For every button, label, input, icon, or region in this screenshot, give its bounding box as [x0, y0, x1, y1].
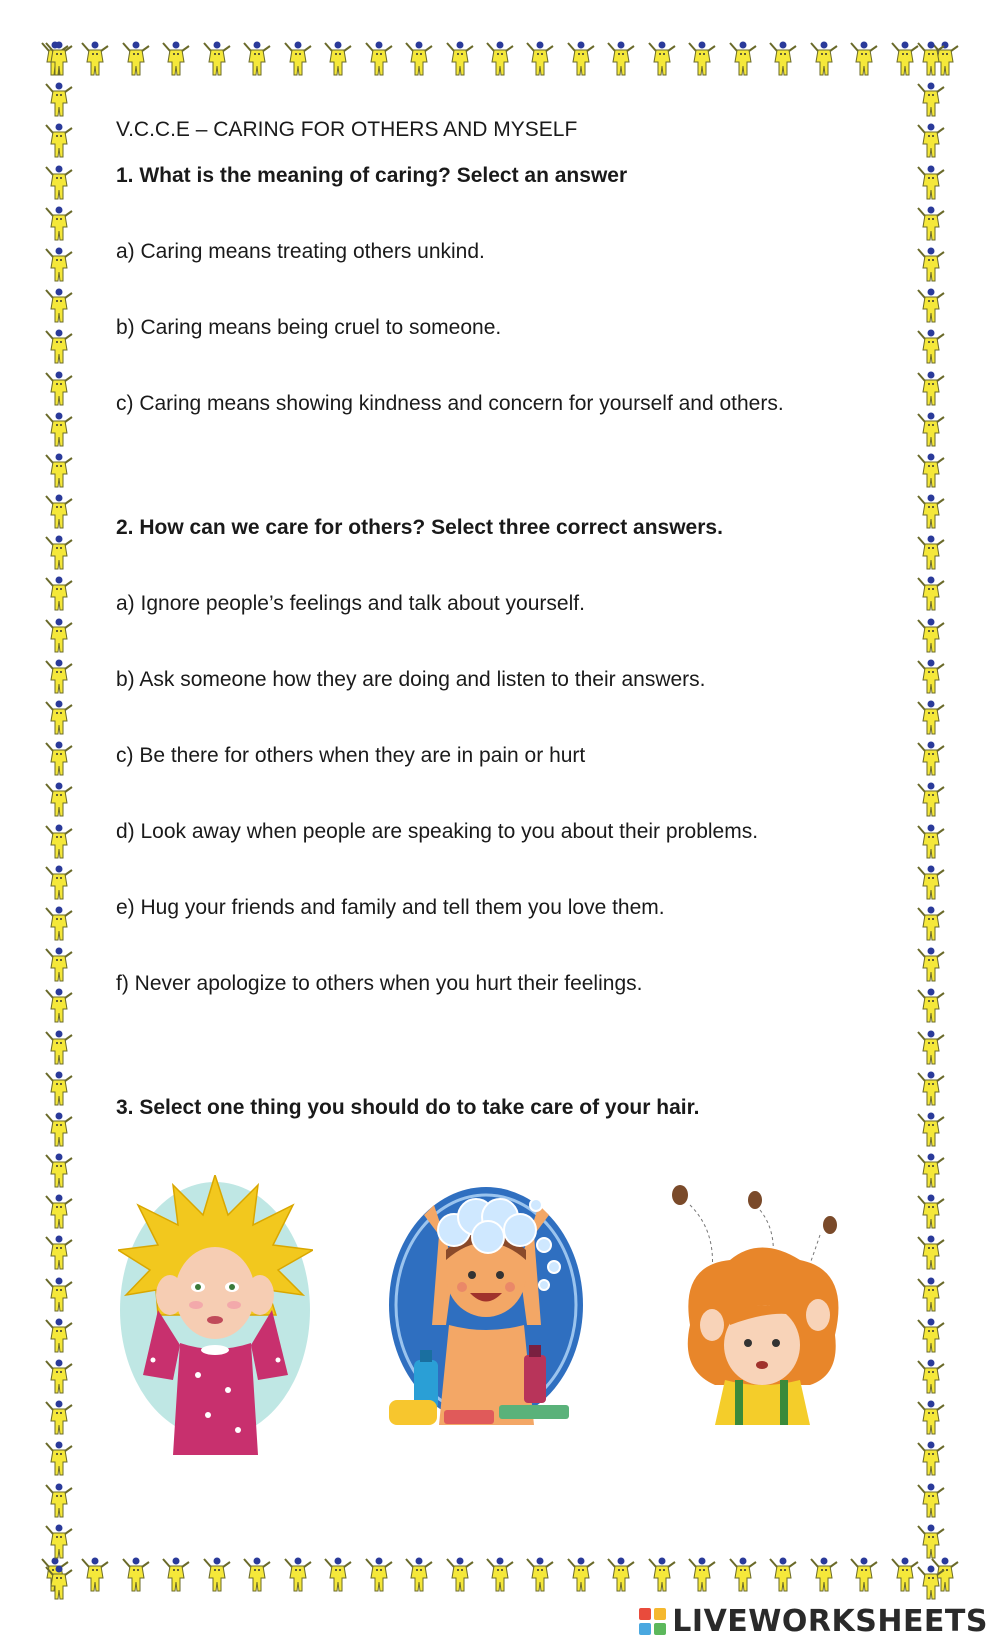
border-figure-icon — [916, 164, 946, 200]
border-figure-icon — [728, 40, 758, 76]
question-1: 1. What is the meaning of caring? Select an answer — [116, 164, 628, 187]
messy-hair-girl-image[interactable] — [118, 1175, 313, 1460]
border-figure-icon — [849, 1556, 879, 1592]
border-figure-icon — [916, 1564, 946, 1600]
border-figure-icon — [242, 40, 272, 76]
border-figure-icon — [44, 1070, 74, 1106]
border-figure-icon — [44, 205, 74, 241]
border-figure-icon — [916, 740, 946, 776]
border-figure-icon — [404, 1556, 434, 1592]
border-figure-icon — [44, 1029, 74, 1065]
border-figure-icon — [44, 122, 74, 158]
border-figure-icon — [44, 1152, 74, 1188]
border-figure-icon — [916, 823, 946, 859]
border-figure-icon — [768, 1556, 798, 1592]
border-figure-icon — [525, 1556, 555, 1592]
border-figure-icon — [323, 40, 353, 76]
question-3: 3. Select one thing you should do to take care of your hair. — [116, 1096, 700, 1119]
border-figure-icon — [364, 40, 394, 76]
border-figure-icon — [44, 699, 74, 735]
q2-option-d[interactable]: d) Look away when people are speaking to you about their problems. — [116, 820, 759, 843]
border-figure-icon — [916, 1523, 946, 1559]
border-figure-icon — [44, 411, 74, 447]
head-lice-girl-image[interactable] — [660, 1175, 860, 1430]
border-figure-icon — [44, 81, 74, 117]
worksheet-title: V.C.C.E – CARING FOR OTHERS AND MYSELF — [116, 118, 578, 141]
border-figure-icon — [916, 328, 946, 364]
border-figure-icon — [916, 1111, 946, 1147]
border-figure-icon — [916, 946, 946, 982]
border-figure-icon — [44, 575, 74, 611]
border-figure-icon — [809, 40, 839, 76]
border-figure-icon — [647, 40, 677, 76]
border-figure-icon — [768, 40, 798, 76]
border-figure-icon — [916, 370, 946, 406]
border-figure-icon — [566, 1556, 596, 1592]
border-figure-icon — [916, 1358, 946, 1394]
border-figure-icon — [202, 40, 232, 76]
border-figure-icon — [44, 493, 74, 529]
border-figure-icon — [916, 781, 946, 817]
border-figure-icon — [916, 1152, 946, 1188]
border-figure-icon — [44, 905, 74, 941]
border-figure-icon — [44, 452, 74, 488]
border-figure-icon — [283, 1556, 313, 1592]
border-figure-icon — [44, 534, 74, 570]
border-figure-icon — [44, 246, 74, 282]
border-figure-icon — [916, 534, 946, 570]
border-figure-icon — [916, 1193, 946, 1229]
border-figure-icon — [445, 40, 475, 76]
border-figure-icon — [525, 40, 555, 76]
border-figure-icon — [161, 1556, 191, 1592]
border-figure-icon — [121, 40, 151, 76]
border-figure-icon — [44, 164, 74, 200]
border-figure-icon — [44, 617, 74, 653]
border-figure-icon — [916, 864, 946, 900]
q2-option-a[interactable]: a) Ignore people’s feelings and talk about yourself. — [116, 592, 585, 615]
border-figure-icon — [242, 1556, 272, 1592]
border-figure-icon — [916, 246, 946, 282]
border-figure-icon — [44, 946, 74, 982]
border-figure-icon — [916, 1234, 946, 1270]
border-figure-icon — [916, 987, 946, 1023]
border-figure-icon — [809, 1556, 839, 1592]
border-figure-icon — [916, 1029, 946, 1065]
border-figure-icon — [728, 1556, 758, 1592]
border-figure-icon — [44, 1234, 74, 1270]
border-figure-icon — [44, 1440, 74, 1476]
border-figure-icon — [121, 1556, 151, 1592]
border-figure-icon — [647, 1556, 677, 1592]
border-figure-icon — [916, 1070, 946, 1106]
question-2: 2. How can we care for others? Select three correct answers. — [116, 516, 723, 539]
decorative-border-top — [40, 40, 960, 84]
border-figure-icon — [44, 40, 74, 76]
border-figure-icon — [44, 781, 74, 817]
border-figure-icon — [916, 617, 946, 653]
border-figure-icon — [44, 1399, 74, 1435]
border-figure-icon — [44, 823, 74, 859]
border-figure-icon — [44, 1482, 74, 1518]
border-figure-icon — [44, 1276, 74, 1312]
border-figure-icon — [606, 1556, 636, 1592]
border-figure-icon — [44, 370, 74, 406]
border-figure-icon — [916, 452, 946, 488]
border-figure-icon — [916, 1399, 946, 1435]
q1-option-c[interactable]: c) Caring means showing kindness and concern for yourself and others. — [116, 392, 784, 415]
border-figure-icon — [606, 40, 636, 76]
border-figure-icon — [404, 40, 434, 76]
border-figure-icon — [44, 328, 74, 364]
border-figure-icon — [916, 205, 946, 241]
border-figure-icon — [566, 40, 596, 76]
q2-option-f[interactable]: f) Never apologize to others when you hurt their feelings. — [116, 972, 643, 995]
border-figure-icon — [44, 1111, 74, 1147]
brand-name: LIVEWORKSHEETS — [672, 1604, 988, 1639]
border-figure-icon — [44, 1523, 74, 1559]
border-figure-icon — [916, 287, 946, 323]
border-figure-icon — [916, 1276, 946, 1312]
border-figure-icon — [916, 493, 946, 529]
decorative-border-left — [44, 40, 88, 1600]
border-figure-icon — [916, 122, 946, 158]
border-figure-icon — [44, 287, 74, 323]
liveworksheets-logo[interactable] — [639, 1604, 988, 1639]
border-figure-icon — [44, 658, 74, 694]
border-figure-icon — [161, 40, 191, 76]
border-figure-icon — [44, 864, 74, 900]
q2-option-b[interactable]: b) Ask someone how they are doing and listen to their answers. — [116, 668, 706, 691]
border-figure-icon — [44, 987, 74, 1023]
border-figure-icon — [44, 1193, 74, 1229]
boy-washing-hair-image[interactable] — [384, 1175, 594, 1450]
border-figure-icon — [364, 1556, 394, 1592]
border-figure-icon — [44, 1317, 74, 1353]
border-figure-icon — [916, 1440, 946, 1476]
border-figure-icon — [202, 1556, 232, 1592]
border-figure-icon — [485, 40, 515, 76]
border-figure-icon — [687, 1556, 717, 1592]
border-figure-icon — [323, 1556, 353, 1592]
liveworksheets-logo-icon — [639, 1608, 666, 1635]
border-figure-icon — [916, 1482, 946, 1518]
border-figure-icon — [44, 740, 74, 776]
border-figure-icon — [445, 1556, 475, 1592]
decorative-border-bottom — [40, 1556, 960, 1600]
border-figure-icon — [44, 1564, 74, 1600]
q1-option-b[interactable]: b) Caring means being cruel to someone. — [116, 316, 502, 339]
q1-option-a[interactable]: a) Caring means treating others unkind. — [116, 240, 485, 263]
border-figure-icon — [849, 40, 879, 76]
border-figure-icon — [916, 575, 946, 611]
border-figure-icon — [916, 658, 946, 694]
border-figure-icon — [485, 1556, 515, 1592]
decorative-border-right — [916, 40, 960, 1600]
border-figure-icon — [916, 1317, 946, 1353]
border-figure-icon — [687, 40, 717, 76]
border-figure-icon — [44, 1358, 74, 1394]
border-figure-icon — [283, 40, 313, 76]
border-figure-icon — [916, 411, 946, 447]
border-figure-icon — [916, 699, 946, 735]
border-figure-icon — [916, 905, 946, 941]
border-figure-icon — [916, 40, 946, 76]
q2-option-e[interactable]: e) Hug your friends and family and tell them you love them. — [116, 896, 665, 919]
border-figure-icon — [916, 81, 946, 117]
q2-option-c[interactable]: c) Be there for others when they are in pain or hurt — [116, 744, 586, 767]
